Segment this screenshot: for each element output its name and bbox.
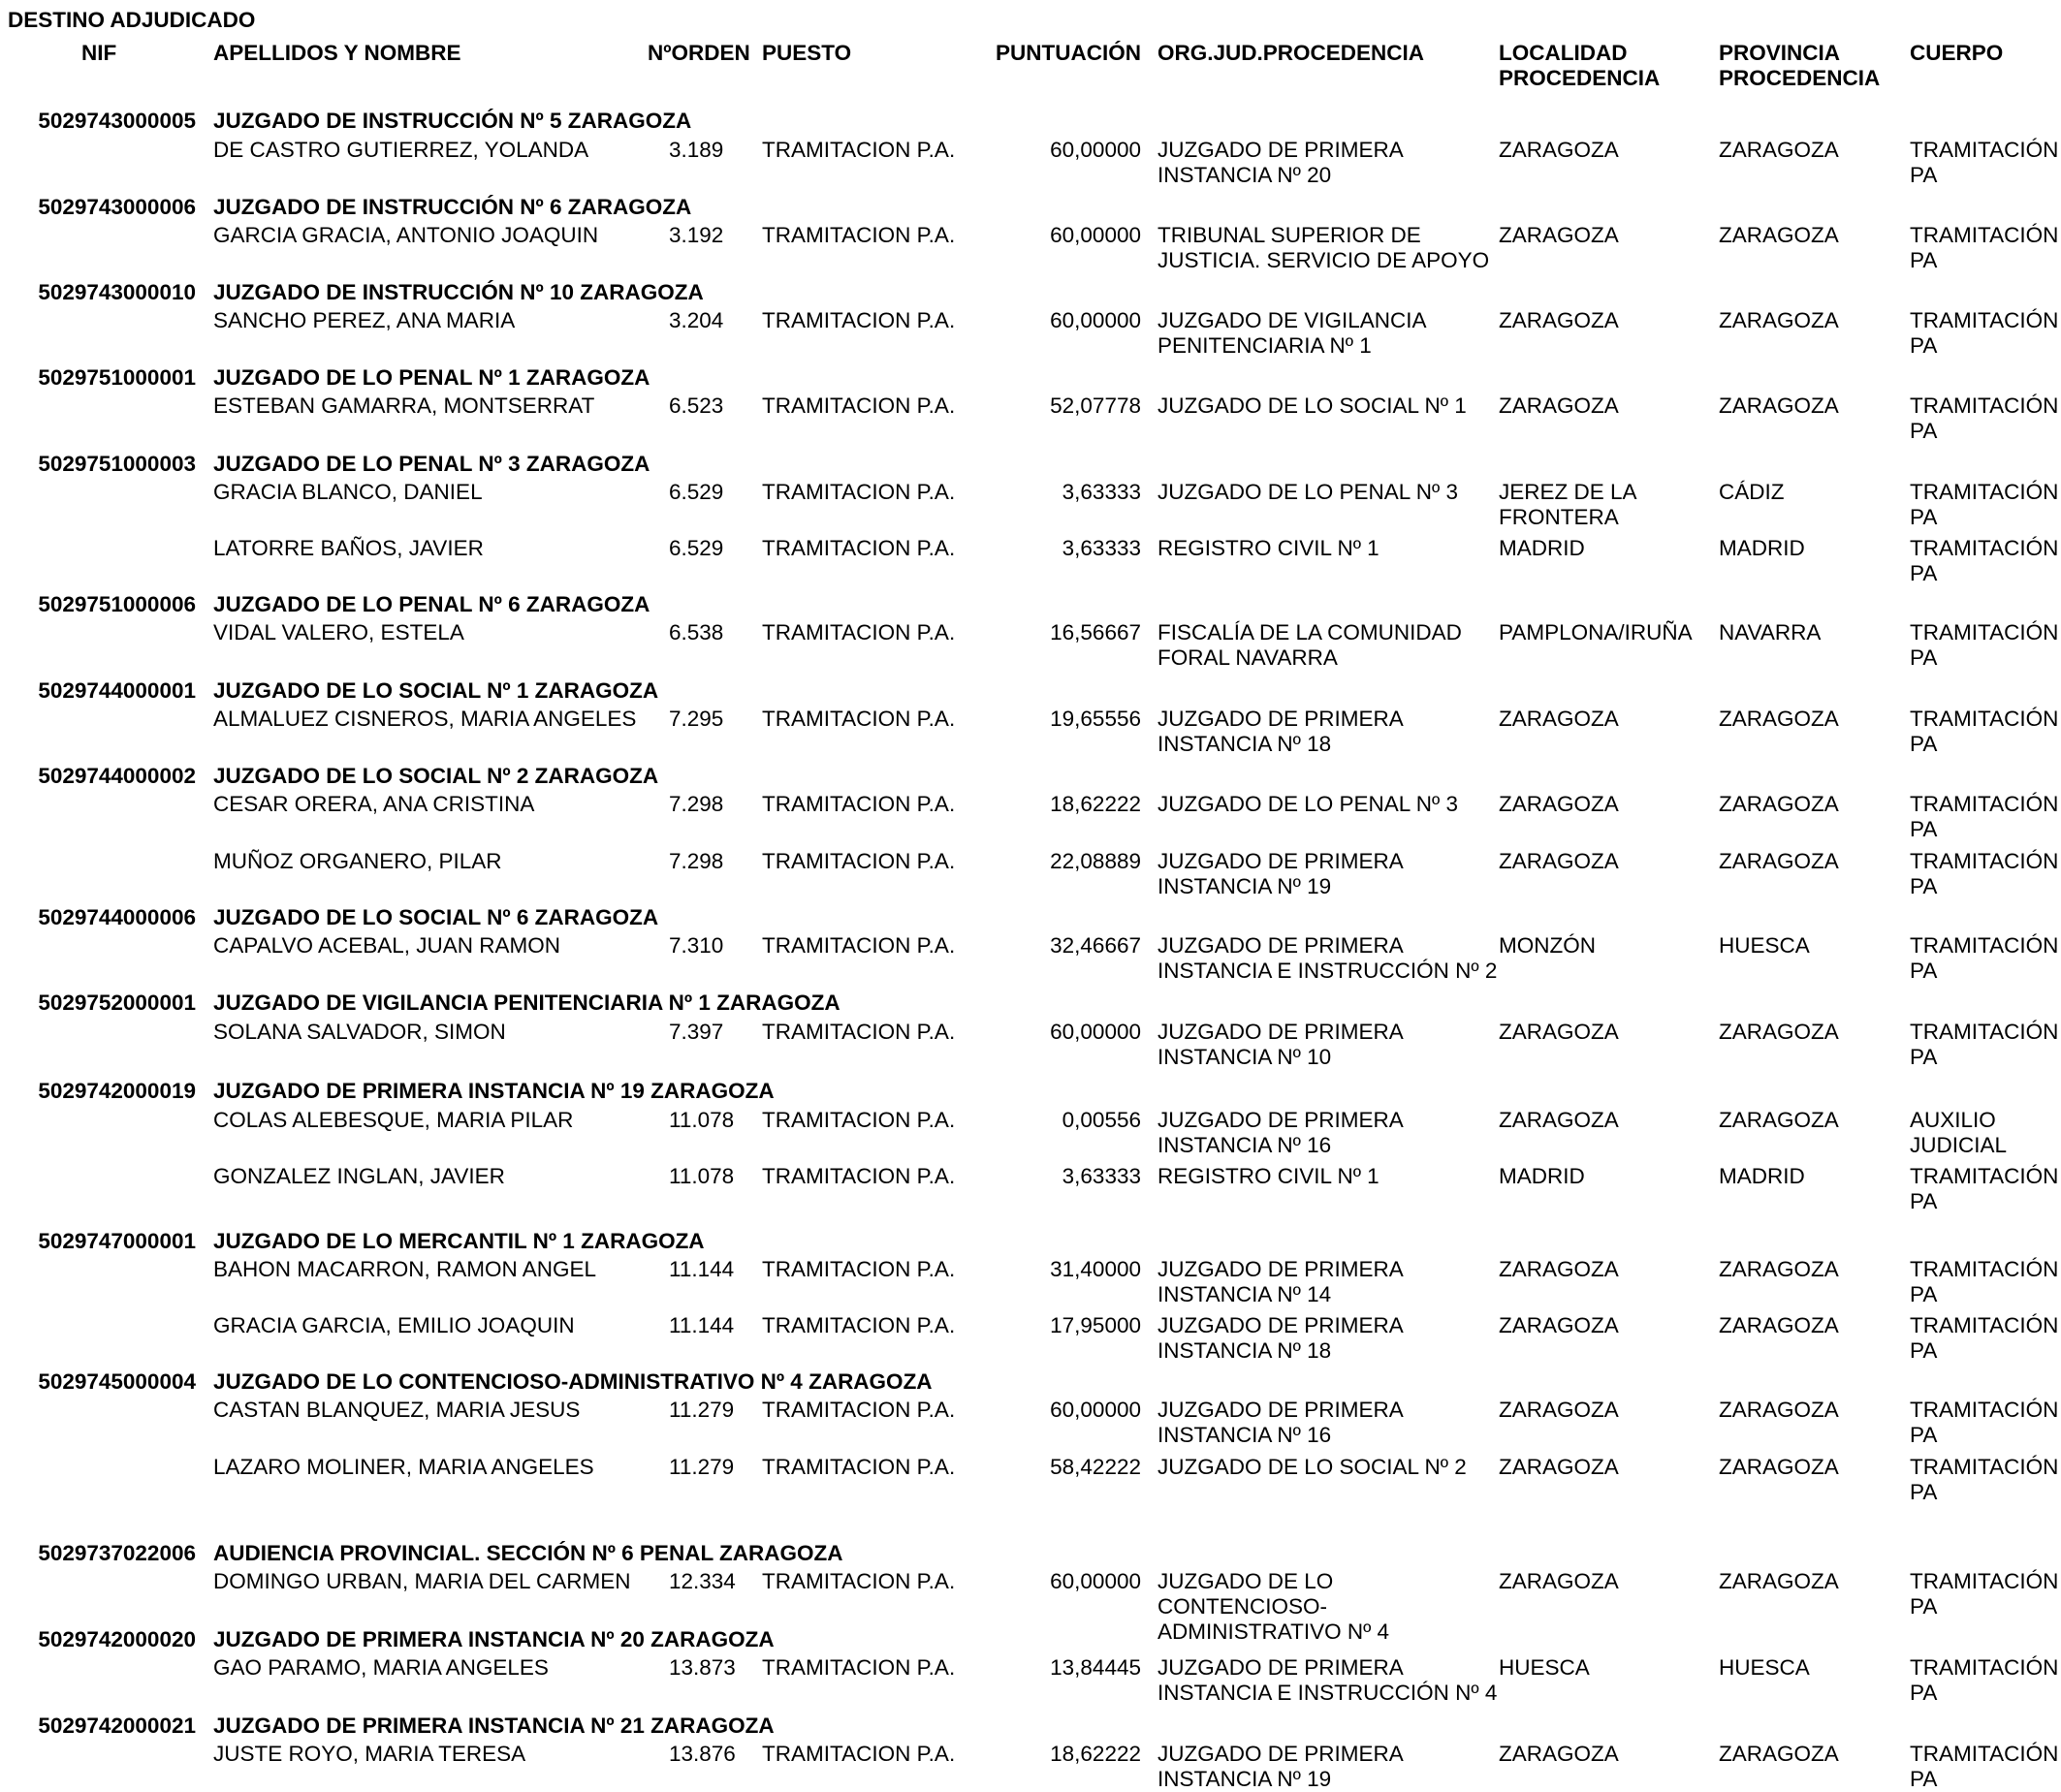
position: TRAMITACION P.A. bbox=[762, 1257, 956, 1281]
person-name: COLAS ALEBESQUE, MARIA PILAR bbox=[213, 1108, 574, 1132]
origin-province: ZARAGOZA bbox=[1719, 223, 1839, 247]
origin-province: ZARAGOZA bbox=[1719, 707, 1839, 731]
destination-name: JUZGADO DE INSTRUCCIÓN Nº 10 ZARAGOZA bbox=[213, 280, 704, 304]
destination-name: JUZGADO DE LO MERCANTIL Nº 1 ZARAGOZA bbox=[213, 1229, 705, 1253]
destination-code: 5029742000019 bbox=[38, 1079, 196, 1103]
corps-line: TRAMITACIÓN bbox=[1910, 1655, 2059, 1680]
corps-line: TRAMITACIÓN bbox=[1910, 223, 2059, 247]
position: TRAMITACION P.A. bbox=[762, 223, 956, 247]
corps-line: TRAMITACIÓN bbox=[1910, 308, 2059, 332]
corps-line: TRAMITACIÓN bbox=[1910, 1257, 2059, 1281]
score: 22,08889 bbox=[1050, 849, 1141, 873]
origin-court-line: INSTANCIA Nº 16 bbox=[1157, 1423, 1332, 1447]
origin-court-line: CONTENCIOSO- bbox=[1157, 1594, 1328, 1619]
destination-name: JUZGADO DE LO PENAL Nº 3 ZARAGOZA bbox=[213, 452, 650, 476]
order-number: 6.529 bbox=[669, 480, 724, 504]
order-number: 7.397 bbox=[669, 1020, 724, 1044]
origin-locality-line: ZARAGOZA bbox=[1499, 1455, 1619, 1479]
origin-court-line: INSTANCIA Nº 19 bbox=[1157, 1767, 1332, 1791]
header-org: ORG.JUD.PROCEDENCIA bbox=[1157, 41, 1425, 65]
origin-province: NAVARRA bbox=[1719, 620, 1822, 644]
order-number: 12.334 bbox=[669, 1569, 736, 1593]
origin-locality-line: JEREZ DE LA bbox=[1499, 480, 1637, 504]
position: TRAMITACION P.A. bbox=[762, 1655, 956, 1680]
corps-line: TRAMITACIÓN bbox=[1910, 1455, 2059, 1479]
score: 60,00000 bbox=[1050, 308, 1141, 332]
header-provincia-line1: PROVINCIA bbox=[1719, 41, 1841, 65]
corps-line: PA bbox=[1910, 1767, 1938, 1791]
corps-line: PA bbox=[1910, 248, 1938, 272]
destination-code: 5029743000006 bbox=[38, 195, 196, 219]
destination-code: 5029752000001 bbox=[38, 990, 196, 1015]
score: 3,63333 bbox=[1062, 1164, 1141, 1188]
person-name: GONZALEZ INGLAN, JAVIER bbox=[213, 1164, 505, 1188]
origin-locality-line: ZARAGOZA bbox=[1499, 707, 1619, 731]
destination-code: 5029747000001 bbox=[38, 1229, 196, 1253]
origin-locality-line: ZARAGOZA bbox=[1499, 1398, 1619, 1422]
destination-code: 5029751000003 bbox=[38, 452, 196, 476]
position: TRAMITACION P.A. bbox=[762, 536, 956, 560]
order-number: 11.279 bbox=[669, 1455, 735, 1479]
score: 60,00000 bbox=[1050, 223, 1141, 247]
position: TRAMITACION P.A. bbox=[762, 849, 956, 873]
score: 13,84445 bbox=[1050, 1655, 1141, 1680]
destination-name: JUZGADO DE VIGILANCIA PENITENCIARIA Nº 1 ZARAGOZA bbox=[213, 990, 840, 1015]
origin-court-line: JUZGADO DE PRIMERA bbox=[1157, 1257, 1404, 1281]
corps-line: TRAMITACIÓN bbox=[1910, 792, 2059, 816]
origin-locality-line: ZARAGOZA bbox=[1499, 792, 1619, 816]
header-provincia bbox=[1719, 41, 1880, 91]
origin-court-line: INSTANCIA E INSTRUCCIÓN Nº 4 bbox=[1157, 1681, 1498, 1705]
origin-court-line: FISCALÍA DE LA COMUNIDAD bbox=[1157, 620, 1462, 644]
origin-court-line: INSTANCIA Nº 16 bbox=[1157, 1133, 1332, 1157]
person-name: MUÑOZ ORGANERO, PILAR bbox=[213, 849, 502, 873]
destination-code: 5029751000006 bbox=[38, 592, 196, 616]
destination-code: 5029745000004 bbox=[38, 1369, 196, 1394]
position: TRAMITACION P.A. bbox=[762, 480, 956, 504]
score: 17,95000 bbox=[1050, 1313, 1141, 1337]
order-number: 11.078 bbox=[669, 1164, 735, 1188]
origin-province: ZARAGOZA bbox=[1719, 1108, 1839, 1132]
corps-line: TRAMITACIÓN bbox=[1910, 933, 2059, 958]
corps-line: TRAMITACIÓN bbox=[1910, 1164, 2059, 1188]
origin-province: MADRID bbox=[1719, 1164, 1805, 1188]
position: TRAMITACION P.A. bbox=[762, 1020, 956, 1044]
origin-court-line: JUZGADO DE PRIMERA bbox=[1157, 707, 1404, 731]
destination-name: JUZGADO DE PRIMERA INSTANCIA Nº 21 ZARAGOZA bbox=[213, 1713, 775, 1738]
origin-court-line: JUZGADO DE PRIMERA bbox=[1157, 1742, 1404, 1766]
person-name: VIDAL VALERO, ESTELA bbox=[213, 620, 464, 644]
order-number: 7.298 bbox=[669, 849, 724, 873]
destination-code: 5029743000010 bbox=[38, 280, 196, 304]
corps-line: PA bbox=[1910, 1594, 1938, 1619]
origin-locality-line: MONZÓN bbox=[1499, 933, 1596, 958]
origin-court-line: INSTANCIA Nº 10 bbox=[1157, 1045, 1332, 1069]
score: 31,40000 bbox=[1050, 1257, 1141, 1281]
destination-code: 5029744000006 bbox=[38, 905, 196, 929]
corps-line: TRAMITACIÓN bbox=[1910, 393, 2059, 418]
person-name: CAPALVO ACEBAL, JUAN RAMON bbox=[213, 933, 561, 958]
corps-line: PA bbox=[1910, 333, 1938, 358]
origin-court-line: JUZGADO DE LO SOCIAL Nº 2 bbox=[1157, 1455, 1467, 1479]
origin-province: CÁDIZ bbox=[1719, 480, 1785, 504]
order-number: 13.876 bbox=[669, 1742, 736, 1766]
position: TRAMITACION P.A. bbox=[762, 1742, 956, 1766]
corps-line: PA bbox=[1910, 1189, 1938, 1213]
corps-line: TRAMITACIÓN bbox=[1910, 536, 2059, 560]
origin-court-line: JUZGADO DE LO PENAL Nº 3 bbox=[1157, 792, 1458, 816]
origin-province: ZARAGOZA bbox=[1719, 393, 1839, 418]
position: TRAMITACION P.A. bbox=[762, 1164, 956, 1188]
position: TRAMITACION P.A. bbox=[762, 393, 956, 418]
origin-locality-line: ZARAGOZA bbox=[1499, 849, 1619, 873]
destination-name: JUZGADO DE LO SOCIAL Nº 6 ZARAGOZA bbox=[213, 905, 659, 929]
order-number: 3.189 bbox=[669, 138, 724, 162]
position: TRAMITACION P.A. bbox=[762, 308, 956, 332]
corps-line: TRAMITACIÓN bbox=[1910, 707, 2059, 731]
person-name: CASTAN BLANQUEZ, MARIA JESUS bbox=[213, 1398, 581, 1422]
score: 19,65556 bbox=[1050, 707, 1141, 731]
origin-court-line: JUZGADO DE LO SOCIAL Nº 1 bbox=[1157, 393, 1467, 418]
corps-line: PA bbox=[1910, 163, 1938, 187]
destination-code: 5029743000005 bbox=[38, 109, 196, 133]
position: TRAMITACION P.A. bbox=[762, 1569, 956, 1593]
corps-line: PA bbox=[1910, 561, 1938, 585]
destination-name: JUZGADO DE PRIMERA INSTANCIA Nº 20 ZARAGOZA bbox=[213, 1627, 775, 1651]
header-localidad bbox=[1499, 41, 1660, 91]
origin-province: ZARAGOZA bbox=[1719, 1313, 1839, 1337]
destination-name: AUDIENCIA PROVINCIAL. SECCIÓN Nº 6 PENAL ZARAGOZA bbox=[213, 1541, 843, 1565]
corps-line: PA bbox=[1910, 1480, 1938, 1504]
corps-line: PA bbox=[1910, 959, 1938, 983]
score: 60,00000 bbox=[1050, 1569, 1141, 1593]
position: TRAMITACION P.A. bbox=[762, 933, 956, 958]
score: 3,63333 bbox=[1062, 536, 1141, 560]
corps-line: TRAMITACIÓN bbox=[1910, 138, 2059, 162]
destination-name: JUZGADO DE LO CONTENCIOSO-ADMINISTRATIVO Nº 4 ZARAGOZA bbox=[213, 1369, 933, 1394]
origin-court-line: JUZGADO DE PRIMERA bbox=[1157, 1398, 1404, 1422]
order-number: 11.078 bbox=[669, 1108, 735, 1132]
header-cuerpo: CUERPO bbox=[1910, 41, 2004, 65]
destination-code: 5029737022006 bbox=[38, 1541, 196, 1565]
destination-code: 5029744000002 bbox=[38, 764, 196, 788]
origin-court-line: JUZGADO DE VIGILANCIA bbox=[1157, 308, 1427, 332]
origin-province: ZARAGOZA bbox=[1719, 138, 1839, 162]
destination-name: JUZGADO DE LO PENAL Nº 6 ZARAGOZA bbox=[213, 592, 650, 616]
origin-province: ZARAGOZA bbox=[1719, 1455, 1839, 1479]
origin-locality-line: MADRID bbox=[1499, 1164, 1585, 1188]
origin-court-line: JUZGADO DE LO bbox=[1157, 1569, 1334, 1593]
corps-line: TRAMITACIÓN bbox=[1910, 1020, 2059, 1044]
corps-line: PA bbox=[1910, 817, 1938, 841]
origin-province: ZARAGOZA bbox=[1719, 1742, 1839, 1766]
corps-line: TRAMITACIÓN bbox=[1910, 1569, 2059, 1593]
person-name: CESAR ORERA, ANA CRISTINA bbox=[213, 792, 535, 816]
origin-province: ZARAGOZA bbox=[1719, 849, 1839, 873]
origin-court-line: ADMINISTRATIVO Nº 4 bbox=[1157, 1619, 1390, 1644]
position: TRAMITACION P.A. bbox=[762, 707, 956, 731]
order-number: 7.310 bbox=[669, 933, 724, 958]
corps-line: PA bbox=[1910, 1681, 1938, 1705]
origin-court-line: REGISTRO CIVIL Nº 1 bbox=[1157, 536, 1379, 560]
origin-locality-line: HUESCA bbox=[1499, 1655, 1590, 1680]
origin-court-line: INSTANCIA Nº 19 bbox=[1157, 874, 1332, 898]
position: TRAMITACION P.A. bbox=[762, 1455, 956, 1479]
header-nombre: APELLIDOS Y NOMBRE bbox=[213, 41, 461, 65]
origin-court-line: JUZGADO DE PRIMERA bbox=[1157, 849, 1404, 873]
corps-line: PA bbox=[1910, 732, 1938, 756]
corps-line: TRAMITACIÓN bbox=[1910, 620, 2059, 644]
origin-province: ZARAGOZA bbox=[1719, 308, 1839, 332]
corps-line: AUXILIO bbox=[1910, 1108, 1996, 1132]
score: 18,62222 bbox=[1050, 792, 1141, 816]
origin-court-line: REGISTRO CIVIL Nº 1 bbox=[1157, 1164, 1379, 1188]
order-number: 11.279 bbox=[669, 1398, 735, 1422]
destination-name: JUZGADO DE PRIMERA INSTANCIA Nº 19 ZARAGOZA bbox=[213, 1079, 775, 1103]
origin-locality-line: PAMPLONA/IRUÑA bbox=[1499, 620, 1693, 644]
destination-name: JUZGADO DE INSTRUCCIÓN Nº 6 ZARAGOZA bbox=[213, 195, 692, 219]
origin-court-line: TRIBUNAL SUPERIOR DE bbox=[1157, 223, 1421, 247]
origin-locality-line: FRONTERA bbox=[1499, 505, 1619, 529]
person-name: JUSTE ROYO, MARIA TERESA bbox=[213, 1742, 526, 1766]
corps-line: PA bbox=[1910, 419, 1938, 443]
origin-locality-line: ZARAGOZA bbox=[1499, 308, 1619, 332]
corps-line: PA bbox=[1910, 1045, 1938, 1069]
order-number: 3.192 bbox=[669, 223, 724, 247]
score: 58,42222 bbox=[1050, 1455, 1141, 1479]
header-orden: NºORDEN bbox=[648, 41, 750, 65]
person-name: SANCHO PEREZ, ANA MARIA bbox=[213, 308, 516, 332]
destination-code: 5029742000020 bbox=[38, 1627, 196, 1651]
order-number: 11.144 bbox=[669, 1257, 735, 1281]
person-name: LAZARO MOLINER, MARIA ANGELES bbox=[213, 1455, 594, 1479]
header-puntuacion: PUNTUACIÓN bbox=[996, 41, 1141, 65]
origin-province: ZARAGOZA bbox=[1719, 1020, 1839, 1044]
score: 16,56667 bbox=[1050, 620, 1141, 644]
origin-locality-line: ZARAGOZA bbox=[1499, 1020, 1619, 1044]
header-provincia-line2: PROCEDENCIA bbox=[1719, 66, 1881, 90]
corps-line: TRAMITACIÓN bbox=[1910, 480, 2059, 504]
origin-province: HUESCA bbox=[1719, 933, 1810, 958]
destination-name: JUZGADO DE INSTRUCCIÓN Nº 5 ZARAGOZA bbox=[213, 109, 692, 133]
origin-court-line: INSTANCIA E INSTRUCCIÓN Nº 2 bbox=[1157, 959, 1498, 983]
order-number: 7.295 bbox=[669, 707, 724, 731]
origin-province: ZARAGOZA bbox=[1719, 1257, 1839, 1281]
destination-code: 5029744000001 bbox=[38, 678, 196, 703]
position: TRAMITACION P.A. bbox=[762, 1398, 956, 1422]
person-name: GAO PARAMO, MARIA ANGELES bbox=[213, 1655, 549, 1680]
corps-line: PA bbox=[1910, 1423, 1938, 1447]
header-localidad-line2: PROCEDENCIA bbox=[1499, 66, 1661, 90]
position: TRAMITACION P.A. bbox=[762, 138, 956, 162]
corps-line: PA bbox=[1910, 1282, 1938, 1306]
person-name: DE CASTRO GUTIERREZ, YOLANDA bbox=[213, 138, 589, 162]
origin-court-line: JUZGADO DE PRIMERA bbox=[1157, 1020, 1404, 1044]
score: 32,46667 bbox=[1050, 933, 1141, 958]
corps-line: TRAMITACIÓN bbox=[1910, 1398, 2059, 1422]
score: 60,00000 bbox=[1050, 138, 1141, 162]
origin-court-line: JUSTICIA. SERVICIO DE APOYO bbox=[1157, 248, 1490, 272]
destination-code: 5029742000021 bbox=[38, 1713, 196, 1738]
origin-court-line: FORAL NAVARRA bbox=[1157, 645, 1338, 670]
header-puesto: PUESTO bbox=[762, 41, 852, 65]
origin-locality-line: ZARAGOZA bbox=[1499, 1257, 1619, 1281]
score: 0,00556 bbox=[1062, 1108, 1141, 1132]
person-name: GRACIA BLANCO, DANIEL bbox=[213, 480, 483, 504]
order-number: 11.144 bbox=[669, 1313, 735, 1337]
corps-line: JUDICIAL bbox=[1910, 1133, 2008, 1157]
origin-locality-line: ZARAGOZA bbox=[1499, 1313, 1619, 1337]
origin-locality-line: ZARAGOZA bbox=[1499, 223, 1619, 247]
origin-court-line: JUZGADO DE PRIMERA bbox=[1157, 933, 1404, 958]
person-name: GRACIA GARCIA, EMILIO JOAQUIN bbox=[213, 1313, 575, 1337]
origin-province: MADRID bbox=[1719, 536, 1805, 560]
order-number: 7.298 bbox=[669, 792, 724, 816]
position: TRAMITACION P.A. bbox=[762, 1108, 956, 1132]
destination-name: JUZGADO DE LO PENAL Nº 1 ZARAGOZA bbox=[213, 365, 650, 390]
origin-court-line: JUZGADO DE PRIMERA bbox=[1157, 1655, 1404, 1680]
person-name: SOLANA SALVADOR, SIMON bbox=[213, 1020, 506, 1044]
origin-province: ZARAGOZA bbox=[1719, 1569, 1839, 1593]
score: 60,00000 bbox=[1050, 1020, 1141, 1044]
origin-locality-line: ZARAGOZA bbox=[1499, 1108, 1619, 1132]
destination-code: 5029751000001 bbox=[38, 365, 196, 390]
score: 52,07778 bbox=[1050, 393, 1141, 418]
order-number: 6.523 bbox=[669, 393, 724, 418]
origin-locality-line: ZARAGOZA bbox=[1499, 138, 1619, 162]
order-number: 6.538 bbox=[669, 620, 724, 644]
person-name: GARCIA GRACIA, ANTONIO JOAQUIN bbox=[213, 223, 599, 247]
origin-court-line: INSTANCIA Nº 14 bbox=[1157, 1282, 1332, 1306]
score: 60,00000 bbox=[1050, 1398, 1141, 1422]
header-nif: NIF bbox=[81, 41, 117, 65]
destination-name: JUZGADO DE LO SOCIAL Nº 1 ZARAGOZA bbox=[213, 678, 659, 703]
origin-court-line: JUZGADO DE PRIMERA bbox=[1157, 138, 1404, 162]
origin-court-line: INSTANCIA Nº 18 bbox=[1157, 1338, 1332, 1363]
origin-court-line: JUZGADO DE PRIMERA bbox=[1157, 1108, 1404, 1132]
person-name: BAHON MACARRON, RAMON ANGEL bbox=[213, 1257, 597, 1281]
order-number: 13.873 bbox=[669, 1655, 736, 1680]
order-number: 6.529 bbox=[669, 536, 724, 560]
origin-province: HUESCA bbox=[1719, 1655, 1810, 1680]
destination-name: JUZGADO DE LO SOCIAL Nº 2 ZARAGOZA bbox=[213, 764, 659, 788]
origin-court-line: PENITENCIARIA Nº 1 bbox=[1157, 333, 1372, 358]
origin-court-line: JUZGADO DE PRIMERA bbox=[1157, 1313, 1404, 1337]
corps-line: TRAMITACIÓN bbox=[1910, 1742, 2059, 1766]
person-name: LATORRE BAÑOS, JAVIER bbox=[213, 536, 484, 560]
origin-court-line: INSTANCIA Nº 18 bbox=[1157, 732, 1332, 756]
origin-locality-line: ZARAGOZA bbox=[1499, 1569, 1619, 1593]
header-localidad-line1: LOCALIDAD bbox=[1499, 41, 1628, 65]
origin-locality-line: ZARAGOZA bbox=[1499, 393, 1619, 418]
person-name: DOMINGO URBAN, MARIA DEL CARMEN bbox=[213, 1569, 631, 1593]
corps-line: TRAMITACIÓN bbox=[1910, 849, 2059, 873]
score: 3,63333 bbox=[1062, 480, 1141, 504]
origin-province: ZARAGOZA bbox=[1719, 792, 1839, 816]
corps-line: PA bbox=[1910, 874, 1938, 898]
score: 18,62222 bbox=[1050, 1742, 1141, 1766]
document-title: DESTINO ADJUDICADO bbox=[8, 8, 256, 32]
corps-line: PA bbox=[1910, 505, 1938, 529]
person-name: ALMALUEZ CISNEROS, MARIA ANGELES bbox=[213, 707, 637, 731]
origin-court-line: JUZGADO DE LO PENAL Nº 3 bbox=[1157, 480, 1458, 504]
position: TRAMITACION P.A. bbox=[762, 620, 956, 644]
origin-locality-line: ZARAGOZA bbox=[1499, 1742, 1619, 1766]
position: TRAMITACION P.A. bbox=[762, 1313, 956, 1337]
corps-line: TRAMITACIÓN bbox=[1910, 1313, 2059, 1337]
origin-locality-line: MADRID bbox=[1499, 536, 1585, 560]
corps-line: PA bbox=[1910, 1338, 1938, 1363]
position: TRAMITACION P.A. bbox=[762, 792, 956, 816]
order-number: 3.204 bbox=[669, 308, 724, 332]
origin-court-line: INSTANCIA Nº 20 bbox=[1157, 163, 1332, 187]
origin-province: ZARAGOZA bbox=[1719, 1398, 1839, 1422]
corps-line: PA bbox=[1910, 645, 1938, 670]
person-name: ESTEBAN GAMARRA, MONTSERRAT bbox=[213, 393, 595, 418]
